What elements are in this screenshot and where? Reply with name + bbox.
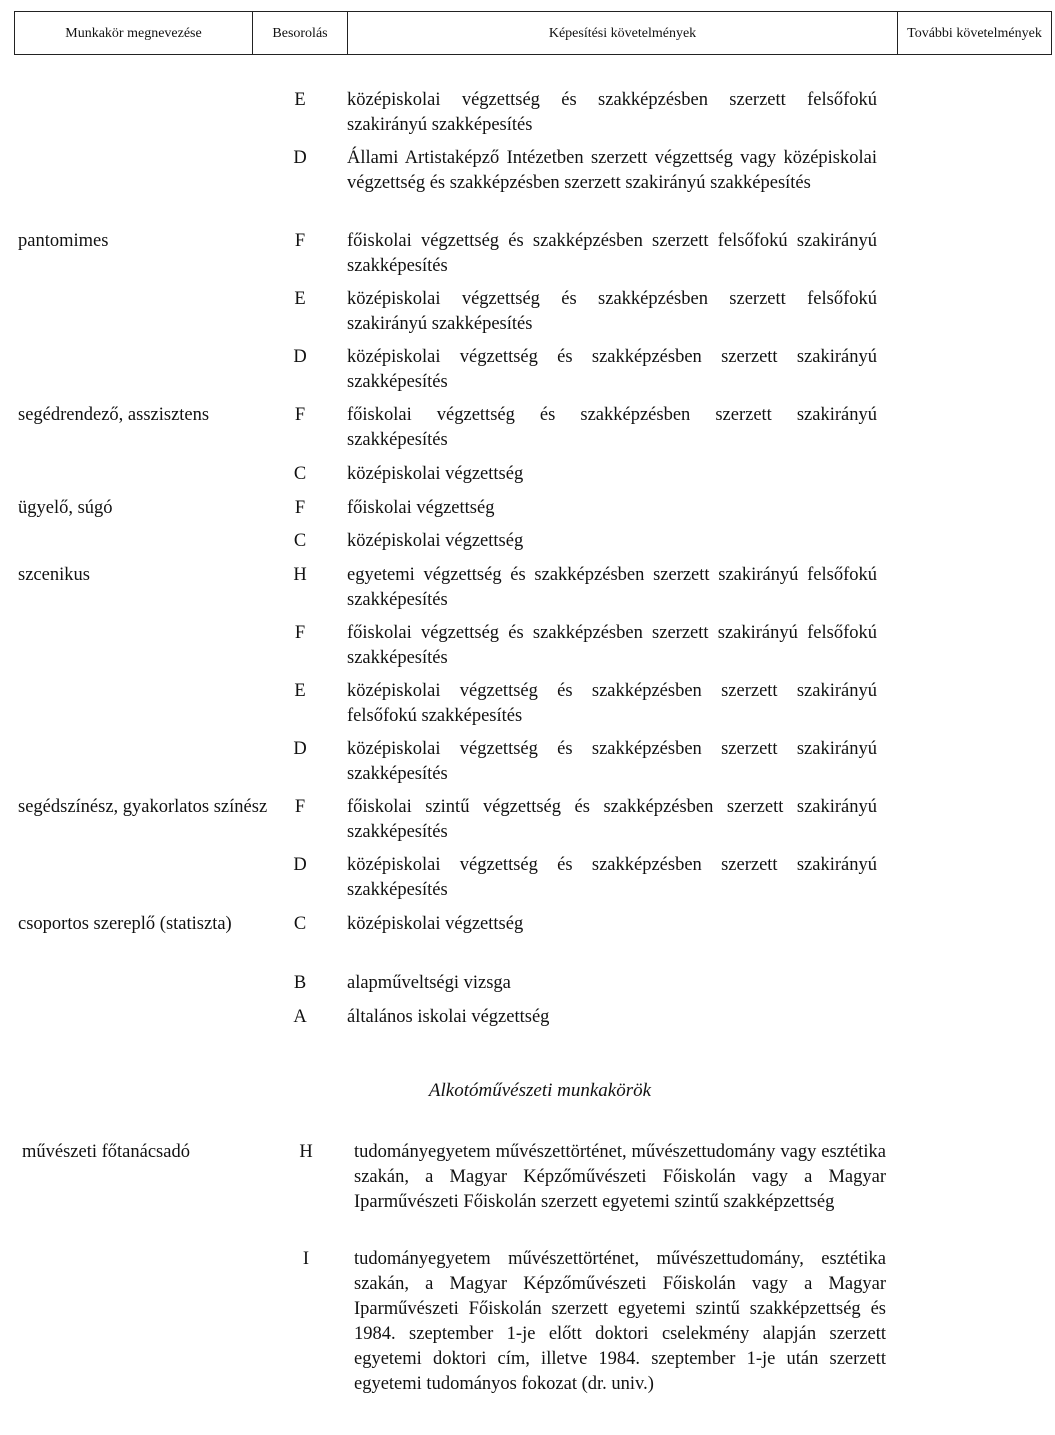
classification: F	[294, 623, 306, 643]
classification: A	[293, 1007, 307, 1027]
header-classification: Besorolás	[253, 12, 348, 54]
job-title: segédszínész, gyakorlatos színész	[18, 797, 268, 817]
job-title: pantomimes	[18, 231, 109, 251]
classification: H	[299, 1142, 313, 1162]
classification: B	[293, 973, 307, 993]
classification: D	[293, 739, 307, 759]
classification: D	[293, 148, 307, 168]
table-header	[14, 11, 1052, 55]
header-qualification: Képesítési követelmények	[348, 12, 898, 54]
header-further-requirements: További követelmények	[907, 25, 1042, 41]
classification: D	[293, 855, 307, 875]
qualification: középiskolai végzettség és szakképzésben szerzett felsőfokú szakirányú szakképesítés	[347, 90, 877, 135]
qualification: alapműveltségi vizsga	[347, 973, 511, 993]
qualification: főiskolai végzettség és szakképzésben szerzett szakirányú felsőfokú szakképesítés	[347, 623, 877, 668]
qualification: tudományegyetem művészettörténet, művészettudomány vagy esztétika szakán, a Magyar Képzőművészeti Főiskolán vagy a Magyar Iparművészeti Főiskolán szerzett egyetemi szintű szakképzettség	[354, 1142, 886, 1212]
qualification: egyetemi végzettség és szakképzésben szerzett szakirányú felsőfokú szakképesítés	[347, 565, 877, 610]
classification: C	[293, 914, 307, 934]
qualification: középiskolai végzettség és szakképzésben szerzett felsőfokú szakirányú szakképesítés	[347, 289, 877, 334]
classification: F	[294, 231, 306, 251]
qualification: főiskolai szintű végzettség és szakképzésben szerzett szakirányú szakképesítés	[347, 797, 877, 842]
job-title: ügyelő, súgó	[18, 498, 113, 518]
classification: C	[293, 464, 307, 484]
classification: F	[294, 797, 306, 817]
classification: D	[293, 347, 307, 367]
qualification: középiskolai végzettség	[347, 531, 524, 551]
job-title: szcenikus	[18, 565, 90, 585]
qualification: középiskolai végzettség és szakképzésben szerzett szakirányú szakképesítés	[347, 739, 877, 784]
qualification: középiskolai végzettség és szakképzésben szerzett szakirányú szakképesítés	[347, 347, 877, 392]
job-title: segédrendező, asszisztens	[18, 405, 210, 425]
qualification: középiskolai végzettség és szakképzésben szerzett szakirányú felsőfokú szakképesítés	[347, 681, 877, 726]
classification: I	[302, 1249, 310, 1269]
qualification: Állami Artistaképző Intézetben szerzett végzettség vagy középiskolai végzettség és szakképzésben szerzett szakirányú szakképesítés	[347, 148, 877, 193]
qualification: főiskolai végzettség	[347, 498, 495, 518]
classification: H	[293, 565, 307, 585]
qualification: középiskolai végzettség	[347, 464, 524, 484]
job-title: csoportos szereplő (statiszta)	[18, 914, 232, 934]
section-title: Alkotóművészeti munkakörök	[428, 1080, 652, 1101]
qualification: főiskolai végzettség és szakképzésben szerzett felsőfokú szakirányú szakképesítés	[347, 231, 877, 276]
qualification: középiskolai végzettség és szakképzésben szerzett szakirányú szakképesítés	[347, 855, 877, 900]
header-job-title: Munkakör megnevezése	[15, 12, 253, 54]
qualification: általános iskolai végzettség	[347, 1007, 550, 1027]
classification: E	[294, 289, 306, 309]
classification: E	[294, 681, 306, 701]
classification: F	[294, 405, 306, 425]
qualification: tudományegyetem művészettörténet, művészettudomány, esztétika szakán, a Magyar Képzőművészeti Főiskolán vagy a Magyar Iparművészeti Főiskolán szerzett egyetemi szintű szakképzettség és 1984. szeptember 1-je előtt doktori cselekmény alapján szerzett egyetemi doktori cím, illetve 1984. szeptember 1-je után szerzett egyetemi tudományos fokozat (dr. univ.)	[354, 1249, 886, 1394]
qualification: középiskolai végzettség	[347, 914, 524, 934]
classification: C	[293, 531, 307, 551]
classification: F	[294, 498, 306, 518]
qualification: főiskolai végzettség és szakképzésben szerzett szakirányú szakképesítés	[347, 405, 877, 450]
job-title: művészeti főtanácsadó	[22, 1142, 190, 1162]
classification: E	[294, 90, 306, 110]
